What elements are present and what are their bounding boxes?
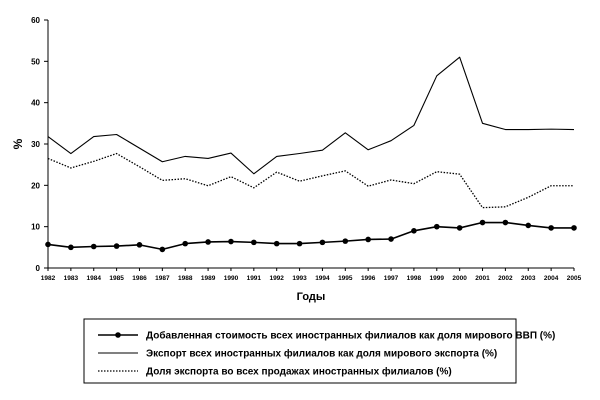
series-point bbox=[457, 225, 463, 231]
y-tick-label: 0 bbox=[35, 264, 40, 273]
x-tick-label: 1996 bbox=[360, 275, 376, 282]
series-point bbox=[548, 225, 554, 231]
x-axis-ticks bbox=[41, 268, 582, 282]
series-point bbox=[503, 220, 509, 226]
x-tick-label: 1997 bbox=[383, 275, 399, 282]
x-tick-label: 1982 bbox=[40, 275, 56, 282]
legend-label-1: Добавленная стоимость всех иностранных филиалов как доля мирового ВВП (%) bbox=[146, 330, 556, 342]
x-tick-label: 2000 bbox=[452, 275, 467, 282]
chart-series bbox=[45, 57, 577, 252]
legend-marker bbox=[115, 332, 121, 338]
y-tick-label: 50 bbox=[31, 57, 40, 67]
x-tick-label: 1998 bbox=[406, 275, 422, 282]
x-tick-label: 1993 bbox=[292, 275, 307, 282]
y-tick-label: 20 bbox=[31, 181, 40, 191]
x-tick-label: 1984 bbox=[86, 275, 101, 282]
chart-axes bbox=[48, 20, 574, 268]
y-axis-title: % bbox=[11, 138, 25, 150]
y-tick-label: 60 bbox=[31, 16, 40, 25]
x-tick-label: 1992 bbox=[269, 275, 284, 282]
x-tick-label: 1988 bbox=[177, 275, 193, 282]
series-line-1 bbox=[48, 223, 574, 250]
x-tick-label: 1989 bbox=[200, 275, 216, 282]
x-tick-label: 1999 bbox=[429, 275, 445, 282]
series-point bbox=[114, 243, 120, 249]
y-tick-label: 40 bbox=[31, 98, 40, 108]
y-axis-ticks bbox=[31, 16, 48, 273]
x-tick-label: 2002 bbox=[498, 275, 513, 282]
series-point bbox=[251, 240, 257, 246]
series-point bbox=[388, 236, 394, 242]
series-line-3 bbox=[48, 154, 574, 208]
x-tick-label: 1986 bbox=[132, 275, 147, 282]
x-tick-label: 1995 bbox=[338, 275, 353, 282]
chart-legend bbox=[84, 319, 555, 383]
x-tick-label: 2005 bbox=[566, 275, 582, 282]
legend-label-2: Экспорт всех иностранных филиалов как доля мирового экспорта (%) bbox=[146, 348, 498, 360]
series-point bbox=[68, 245, 74, 251]
series-point bbox=[45, 242, 51, 248]
x-tick-label: 1983 bbox=[63, 275, 79, 282]
series-point bbox=[228, 239, 234, 245]
series-point bbox=[274, 241, 280, 247]
series-point bbox=[365, 237, 371, 243]
series-point bbox=[182, 241, 188, 247]
x-tick-label: 2003 bbox=[521, 275, 536, 282]
y-tick-label: 30 bbox=[31, 140, 40, 149]
x-tick-label: 1985 bbox=[109, 275, 124, 282]
x-tick-label: 1990 bbox=[223, 275, 239, 282]
series-point bbox=[343, 238, 349, 244]
series-point bbox=[320, 240, 326, 246]
series-line-2 bbox=[48, 57, 574, 174]
series-point bbox=[411, 228, 417, 234]
series-point bbox=[205, 239, 211, 245]
x-tick-label: 2001 bbox=[475, 275, 490, 282]
x-tick-label: 1994 bbox=[315, 275, 330, 282]
series-point bbox=[297, 241, 303, 247]
legend-label-3: Доля экспорта во всех продажах иностранных филиалов (%) bbox=[146, 366, 452, 378]
x-axis-title: Годы bbox=[296, 291, 326, 303]
series-point bbox=[571, 225, 577, 231]
series-point bbox=[525, 223, 531, 229]
x-tick-label: 1987 bbox=[155, 275, 170, 282]
x-tick-label: 2004 bbox=[543, 275, 559, 282]
series-point bbox=[91, 244, 97, 250]
series-point bbox=[160, 247, 166, 253]
series-point bbox=[137, 242, 143, 248]
series-point bbox=[480, 220, 486, 226]
y-tick-label: 10 bbox=[31, 222, 40, 232]
series-point bbox=[434, 224, 440, 230]
x-tick-label: 1991 bbox=[246, 275, 262, 282]
